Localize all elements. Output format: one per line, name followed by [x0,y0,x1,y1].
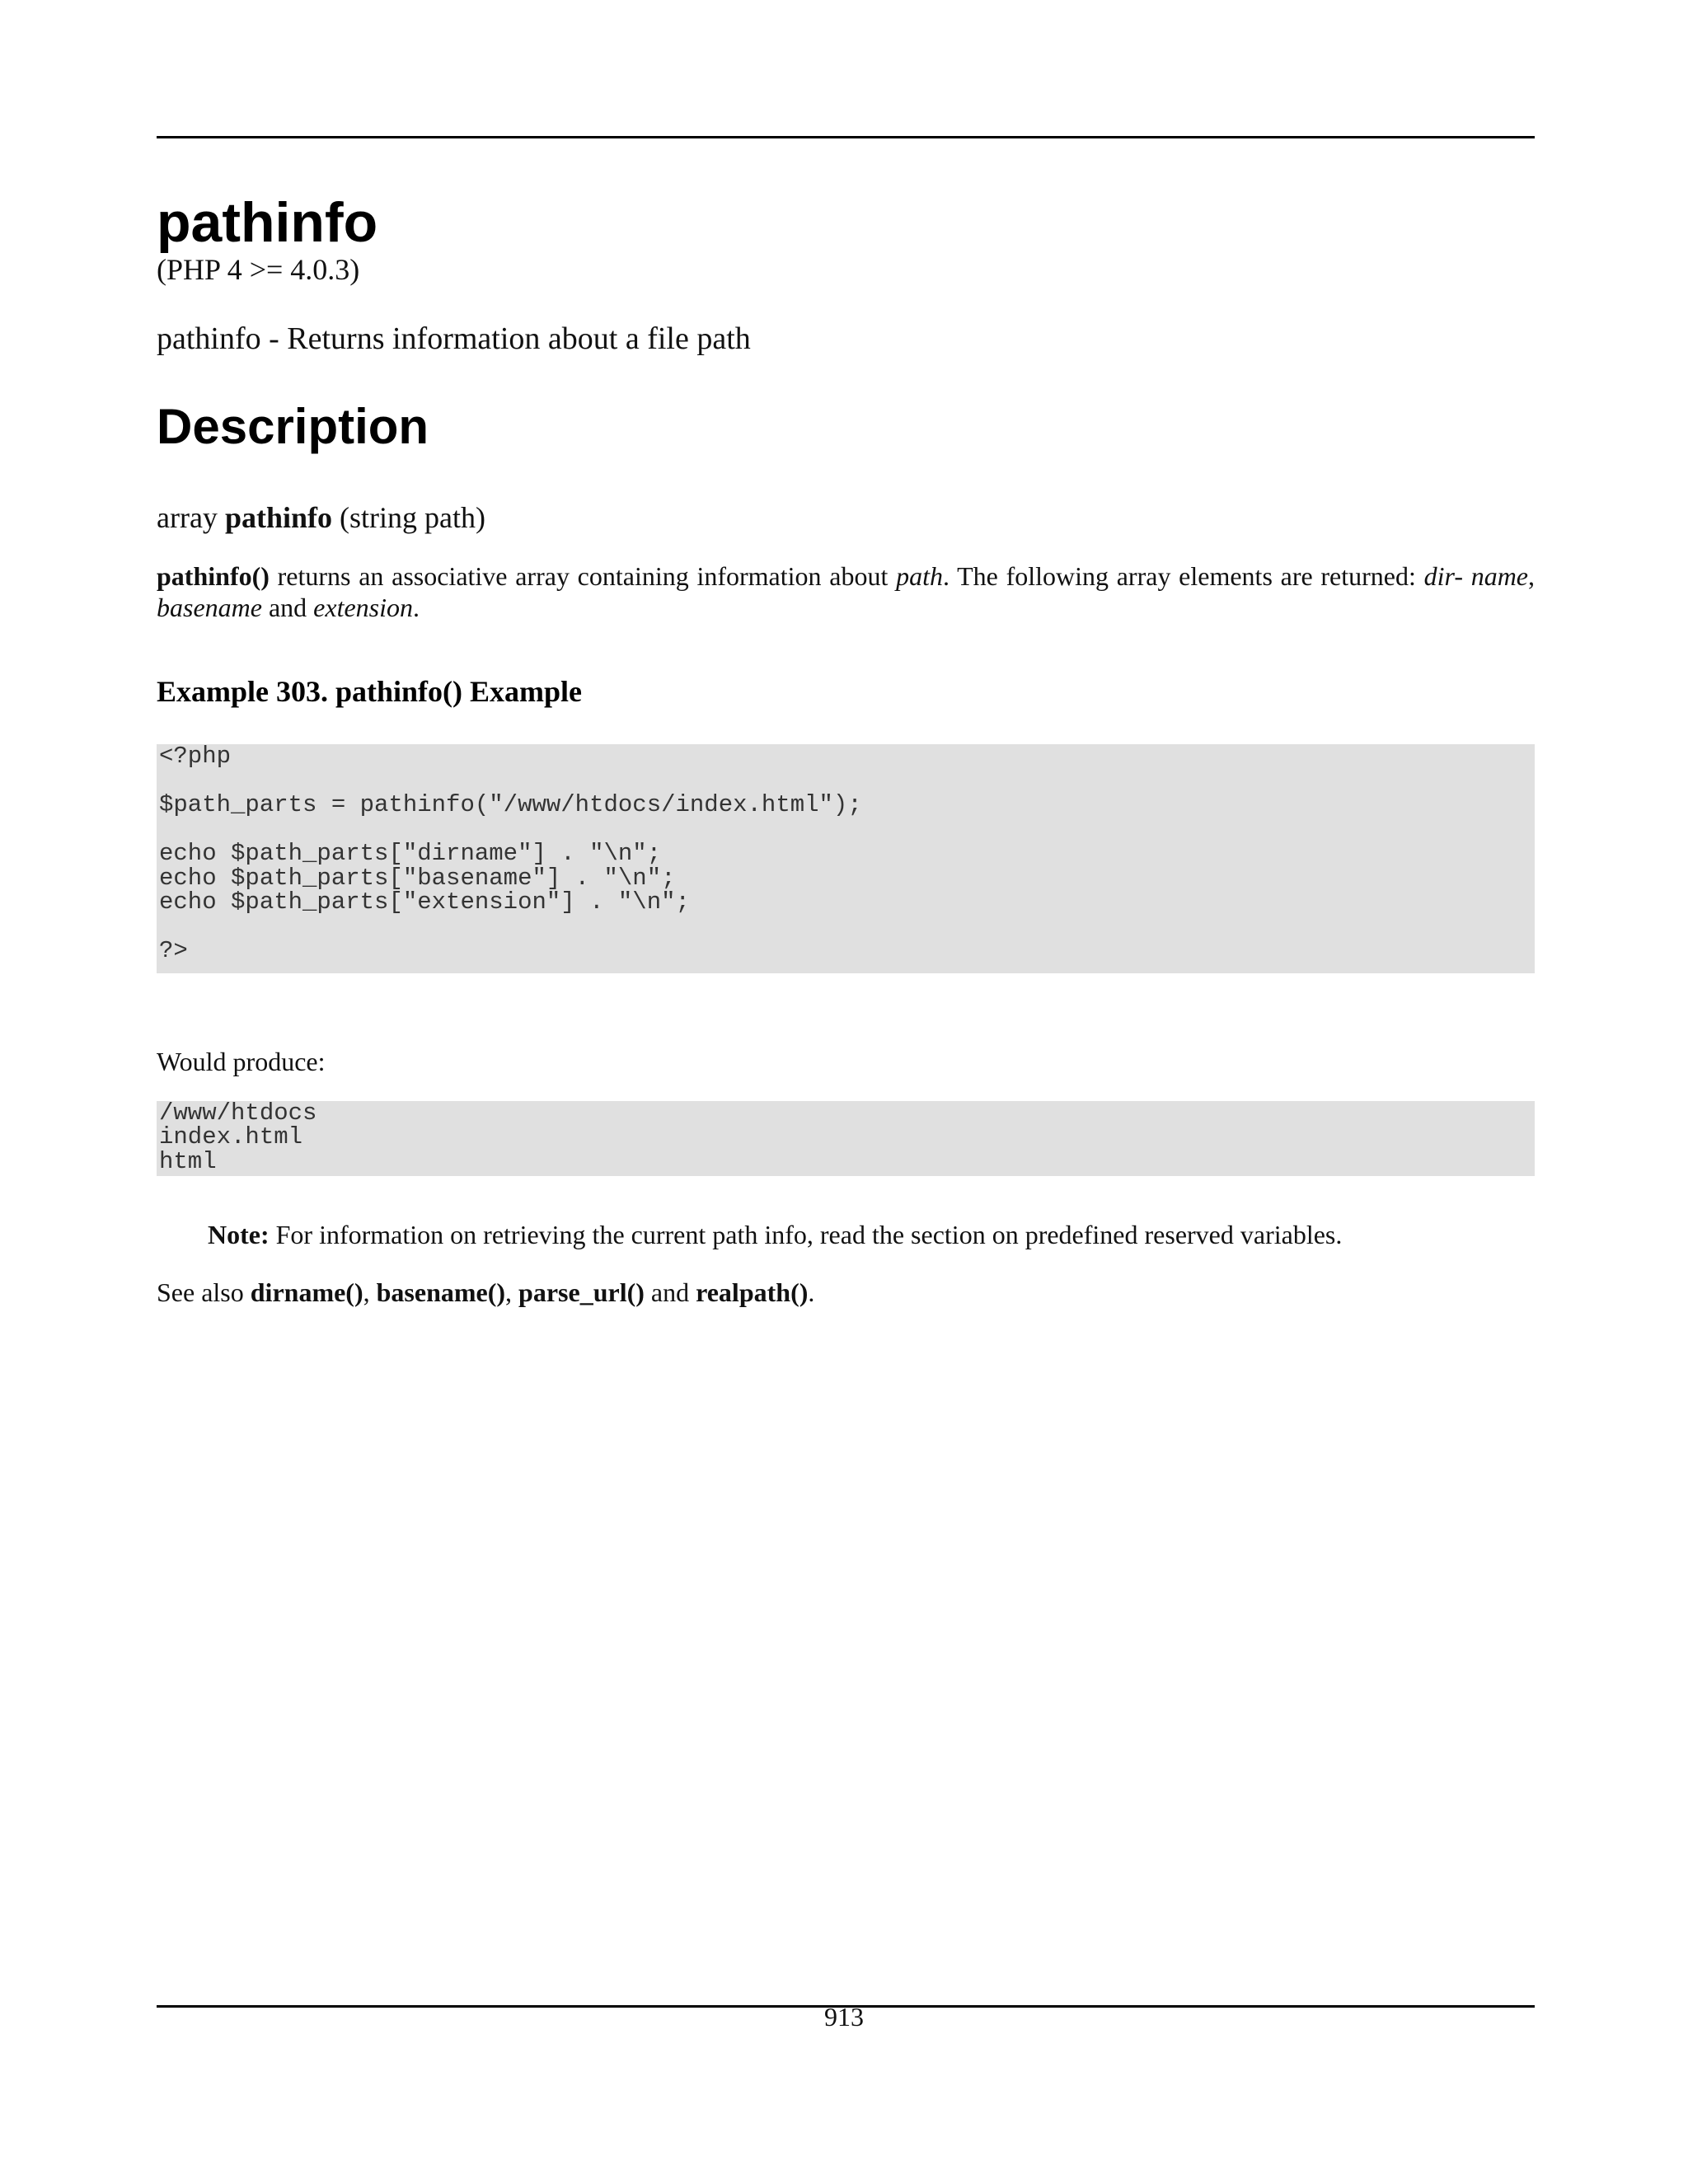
output-label: Would produce: [157,1047,326,1077]
example-title: Example 303. pathinfo() Example [157,674,583,708]
see-also-basename-link[interactable]: basename() [376,1277,506,1307]
see-also-parse-url-link[interactable]: parse_url() [518,1277,645,1307]
see-also-realpath-link[interactable]: realpath() [696,1277,809,1307]
page-number: 913 [824,2002,864,2032]
see-also-separator: , [505,1277,519,1307]
synopsis-function-name: pathinfo [224,500,332,534]
para-dirname-element: dir- name [1423,560,1529,591]
note [208,1219,1535,1250]
function-purpose: pathinfo - Returns information about a file path [157,321,751,357]
page-content [157,188,1535,1308]
para-function-name: pathinfo() [157,560,270,591]
para-text: , [1528,560,1536,591]
para-text: and [261,592,314,622]
note-text: For information on retrieving the current path info, read the section on predefined reserved variables. [269,1219,1343,1249]
example-code-block: <?php $path_parts = pathinfo("/www/htdocs/index.html"); echo $path_parts["dirname"] . "\n"; echo $path_parts["basename"] . "\n"; echo $path_parts["extension"] . "\n"; ?> [157,744,1535,973]
description-paragraph [157,560,1535,623]
synopsis-return-type: array [157,500,218,534]
function-title: pathinfo [157,191,378,254]
see-also-and: and [644,1277,696,1307]
output-code-block: /www/htdocs index.html html [157,1101,1535,1176]
para-text: . [413,592,420,622]
para-extension-element: extension [313,592,414,622]
para-text: returns an associative array containing information about [269,560,897,591]
version-info: (PHP 4 >= 4.0.3) [157,253,360,286]
see-also-dirname-link[interactable]: dirname() [250,1277,363,1307]
note-label: Note: [208,1219,270,1249]
description-heading: Description [157,398,429,454]
function-synopsis [157,500,1535,536]
para-text: . The following array elements are returned: [942,560,1424,591]
para-path-param: path [896,560,943,591]
synopsis-params: (string path) [339,500,485,534]
header-rule [157,136,1535,138]
para-basename-element: basename [157,592,262,622]
see-also-end: . [808,1277,815,1307]
see-also [157,1277,1535,1308]
see-also-prefix: See also [157,1277,251,1307]
see-also-separator: , [363,1277,377,1307]
